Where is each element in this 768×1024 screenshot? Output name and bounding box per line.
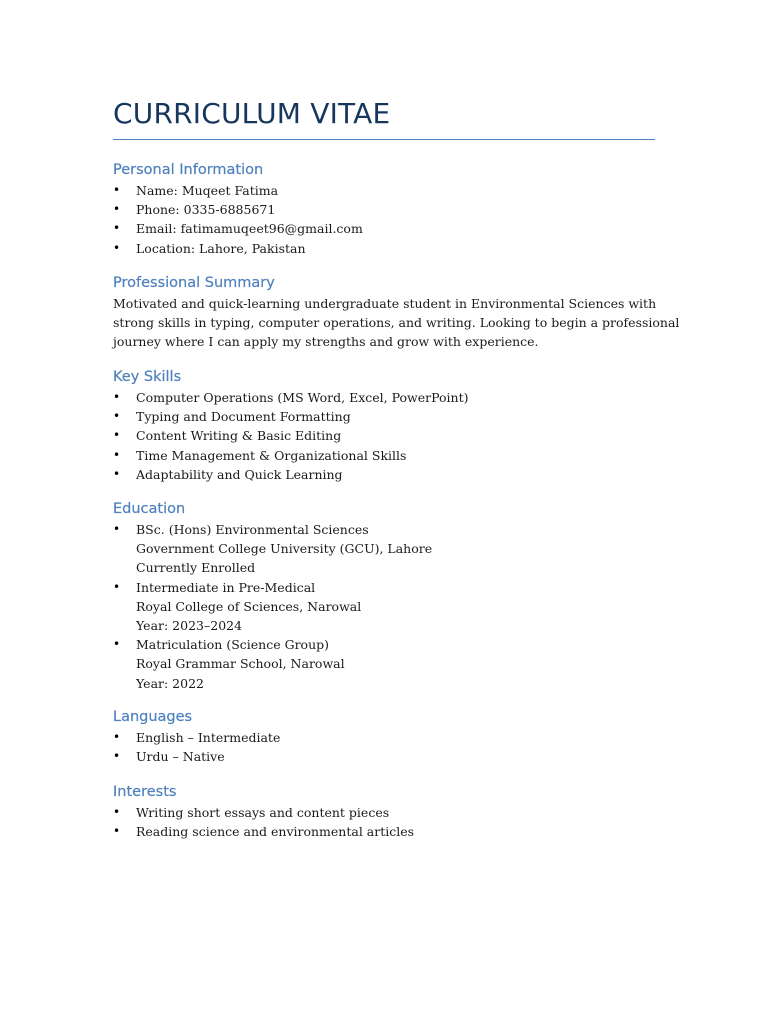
skill-item: Computer Operations (MS Word, Excel, PowerPoint)	[136, 390, 469, 405]
education-section	[113, 498, 655, 693]
bullet-icon: •	[113, 730, 121, 744]
skill-item: Typing and Document Formatting	[136, 409, 351, 425]
list-item	[113, 239, 655, 258]
education-degree: Matriculation (Science Group)	[136, 637, 329, 653]
languages-list	[113, 728, 655, 766]
education-institution: Government College University (GCU), Lahore	[136, 541, 433, 557]
list-item	[113, 388, 655, 407]
bullet-icon: •	[113, 202, 121, 217]
education-list	[113, 520, 655, 693]
education-status: Year: 2022	[136, 675, 204, 691]
skills-heading: Key Skills	[113, 369, 182, 385]
list-item	[113, 200, 655, 219]
interest-item: Writing short essays and content pieces	[136, 805, 390, 820]
document-title: CURRICULUM VITAE	[113, 97, 391, 130]
education-degree: Intermediate in Pre-Medical	[136, 579, 316, 595]
summary-heading: Professional Summary	[113, 275, 275, 291]
bullet-icon: •	[113, 390, 121, 404]
summary-line: strong skills in typing, computer operations, and writing. Looking to begin a professional	[113, 315, 680, 331]
personal-info-heading: Personal Information	[113, 162, 264, 178]
education-institution: Royal College of Sciences, Narowal	[136, 598, 362, 614]
personal-info-section	[113, 159, 655, 258]
list-item	[113, 407, 655, 426]
interest-item: Reading science and environmental articles	[136, 824, 415, 840]
languages-heading: Languages	[113, 709, 193, 725]
skill-item: Content Writing & Basic Editing	[136, 428, 342, 444]
education-entry	[113, 520, 655, 578]
bullet-icon: •	[113, 824, 121, 839]
bullet-icon: •	[113, 749, 121, 764]
list-item	[113, 426, 655, 445]
interests-list	[113, 803, 655, 841]
summary-line: journey where I can apply my strengths and grow with experience.	[113, 334, 539, 350]
skills-section	[113, 366, 655, 484]
education-institution: Royal Grammar School, Narowal	[136, 656, 345, 672]
skill-item: Time Management & Organizational Skills	[136, 447, 407, 463]
bullet-icon: •	[113, 409, 121, 424]
education-heading: Education	[113, 501, 186, 517]
bullet-icon: •	[113, 183, 121, 197]
title-divider	[113, 139, 655, 140]
bullet-icon: •	[113, 221, 121, 236]
interests-heading: Interests	[113, 784, 177, 800]
list-item	[113, 728, 655, 747]
personal-name: Name: Muqeet Fatima	[136, 183, 279, 198]
skills-list	[113, 388, 655, 484]
bullet-icon: •	[113, 447, 121, 462]
summary-line: Motivated and quick-learning undergraduate student in Environmental Sciences with	[113, 296, 657, 311]
personal-location: Location: Lahore, Pakistan	[136, 240, 306, 256]
education-status: Year: 2023–2024	[136, 618, 243, 634]
list-item	[113, 219, 655, 238]
bullet-icon: •	[113, 805, 121, 819]
summary-section	[113, 272, 680, 352]
education-entry	[113, 635, 655, 693]
languages-section	[113, 706, 655, 766]
list-item	[113, 181, 655, 200]
bullet-icon: •	[113, 522, 121, 536]
summary-paragraph	[113, 294, 680, 352]
bullet-icon: •	[113, 466, 121, 481]
interests-section	[113, 781, 655, 841]
bullet-icon: •	[113, 240, 121, 255]
education-degree: BSc. (Hons) Environmental Sciences	[136, 522, 369, 537]
list-item	[113, 803, 655, 822]
personal-email: Email: fatimamuqeet96@gmail.com	[136, 221, 363, 237]
language-item: Urdu – Native	[136, 749, 225, 765]
education-status: Currently Enrolled	[136, 560, 256, 576]
personal-phone: Phone: 0335-6885671	[136, 202, 276, 218]
list-item	[113, 747, 655, 766]
list-item	[113, 446, 655, 465]
list-item	[113, 465, 655, 484]
list-item	[113, 822, 655, 841]
bullet-icon: •	[113, 579, 121, 594]
language-item: English – Intermediate	[136, 730, 281, 745]
bullet-icon: •	[113, 637, 121, 652]
skill-item: Adaptability and Quick Learning	[136, 466, 343, 482]
bullet-icon: •	[113, 428, 121, 443]
personal-info-list	[113, 181, 655, 258]
education-entry	[113, 578, 655, 636]
